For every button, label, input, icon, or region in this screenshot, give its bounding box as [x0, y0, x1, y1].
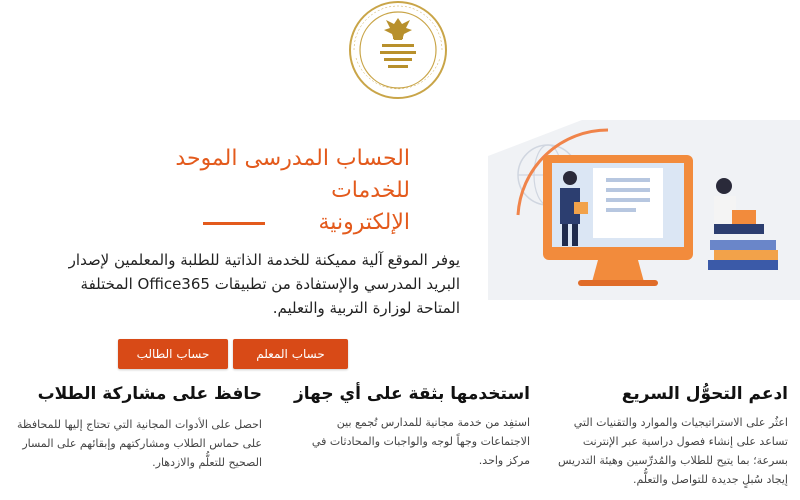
- feature-text: استفِد من خدمة مجانية للمدارس تُجمع بين الاجتماعات وجهاً لوجه والواجبات والمحادثات في مركز واحد.: [311, 416, 530, 467]
- hero-title-line1: الحساب المدرسى الموحد للخدمات: [175, 146, 410, 203]
- hero-title-line2: الإلكترونية: [318, 210, 410, 235]
- title-underline: [203, 222, 265, 225]
- feature-student-engagement: [12, 383, 262, 472]
- hero-description: يوفر الموقع آلية مميكنة للخدمة الذاتية للطلبة والمعلمين لإصدار البريد المدرسي والإستفادة من تطبيقات Office365 المختلفة المتاحة لوزارة التربية والتعليم.: [68, 251, 460, 317]
- teacher-account-button[interactable]: حساب المعلم: [233, 339, 348, 369]
- feature-rapid-transition: [548, 383, 788, 489]
- ministry-seal-logo: [338, 0, 458, 108]
- hero-illustration: [488, 120, 800, 300]
- feature-text: احصل على الأدوات المجانية التي تحتاج إليها للمحافظة على حماس الطلاب ومشاركتهم وإبقائهم على المسار الصحيح للتعلُّم والازدهار.: [17, 418, 262, 469]
- feature-text: اعثُر على الاستراتيجيات والموارد والتقنيات التي تساعد على إنشاء فصول دراسية عبر الإنترنت بسرعة؛ بما يتيح للطلاب والمُدرِّسين وهيئة التدريس إيجاد سُبلٍ جديدة للتواصل والتعلُّم.: [557, 416, 788, 486]
- feature-title: حافظ على مشاركة الطلاب: [37, 384, 262, 404]
- feature-title: استخدمها بثقة على أي جهاز: [293, 384, 530, 404]
- feature-any-device: [290, 383, 530, 470]
- feature-title: ادعم التحوُّل السريع: [621, 384, 788, 404]
- student-account-button[interactable]: حساب الطالب: [118, 339, 228, 369]
- hero-title: [160, 143, 410, 239]
